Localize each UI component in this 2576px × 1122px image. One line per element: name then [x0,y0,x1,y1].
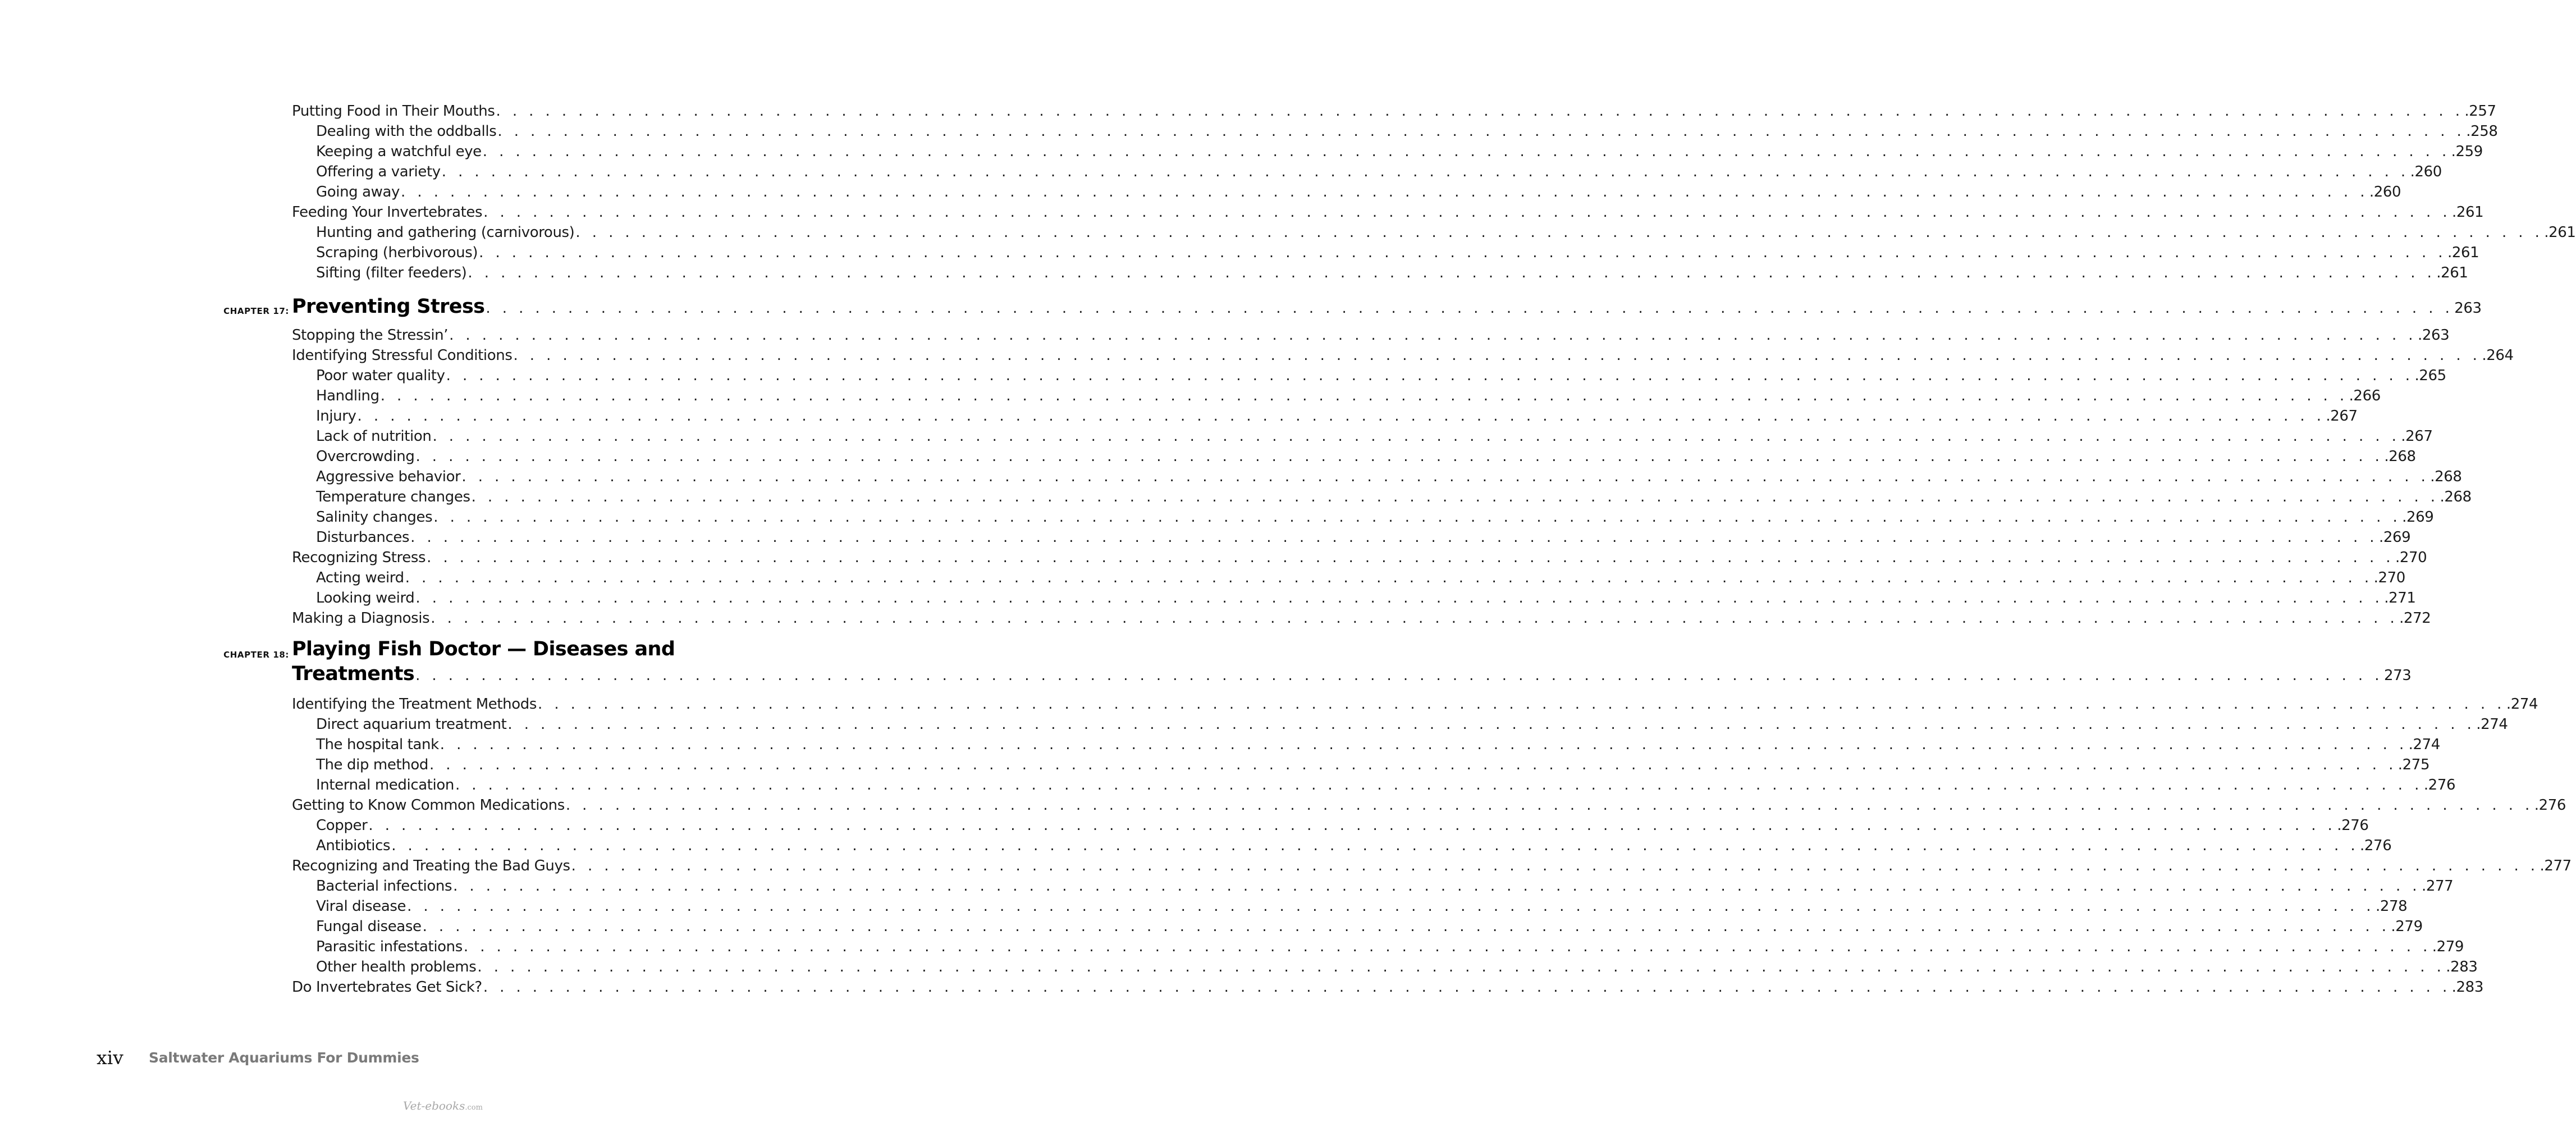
toc-subsection-entry[interactable] [316,957,2478,977]
toc-subsection-entry[interactable] [316,896,2408,916]
dot-leader: . . . . . . . . . . . . . . . . . . . . . . . . . . . . . . . . . . . . . . . . . . . . . . . . . . . . . . . . . . . . . . . . . . . . . . . . . . . . . . . . . . . . . . . . . . . . . . . . . . . . . . . . . . . . . . . . . . . . . . . . [468,264,2436,281]
page-number-ref: .274 [2506,696,2538,713]
watermark-text: Vet-ebooks [403,1099,465,1112]
dot-leader: . . . . . . . . . . . . . . . . . . . . . . . . . . . . . . . . . . . . . . . . . . . . . . . . . . . . . . . . . . . . . . . . . . . . . . . . . . . . . . . . . . . . . . . . . . . . . . . . . . . . . . . . . . . . . . . . . . . . . . . . [571,858,2539,874]
chapter-title-row[interactable] [292,293,2482,322]
entry-title: Scraping (herbivorous) [316,244,478,261]
dot-leader: . . . . . . . . . . . . . . . . . . . . . . . . . . . . . . . . . . . . . . . . . . . . . . . . . . . . . . . . . . . . . . . . . . . . . . . . . . . . . . . . . . . . . . . . . . . . . . . . . . . . . . . . . . . . . . . . . . . . . . . . [431,610,2399,627]
dot-leader: . . . . . . . . . . . . . . . . . . . . . . . . . . . . . . . . . . . . . . . . . . . . . . . . . . . . . . . . . . . . . . . . . . . . . . . . . . . . . . . . . . . . . . . . . . . . . . . . . . . . . . . . . . . . . . . . . . . . . . . . [463,938,2431,955]
entry-title: Feeding Your Invertebrates [292,204,483,221]
page-number-ref: .274 [2408,736,2440,753]
toc-subsection-entry[interactable] [316,446,2416,467]
page-number-ref: .260 [2410,163,2442,180]
toc-subsection-entry[interactable] [316,386,2381,406]
page-number-ref: 273 [2383,667,2412,684]
entry-title: Antibiotics [316,837,391,854]
entry-title: Recognizing Stress [292,549,426,566]
entry-title: Handling [316,387,379,404]
entry-title: Fungal disease [316,918,422,935]
page-number-ref: .258 [2466,123,2498,140]
page-number-ref: .271 [2384,590,2416,606]
page-number-ref: .261 [2544,224,2576,241]
toc-section-entry[interactable] [292,977,2483,997]
page-number-ref: .277 [2540,858,2572,874]
entry-title: Viral disease [316,898,406,915]
dot-leader: . . . . . . . . . . . . . . . . . . . . . . . . . . . . . . . . . . . . . . . . . . . . . . . . . . . . . . . . . . . . . . . . . . . . . . . . . . . . . . . . . . . . . . . . . . . . . . . . . . . . . . . . . . . . . . . . . . . . . . . . [565,797,2533,814]
entry-title: Getting to Know Common Medications [292,797,565,814]
dot-leader: . . . . . . . . . . . . . . . . . . . . . . . . . . . . . . . . . . . . . . . . . . . . . . . . . . . . . . . . . . . . . . . . . . . . . . . . . . . . . . . . . . . . . . . . . . . . . . . . . . . . . . . . . . . . . . . . . . . . . . . . [432,428,2400,445]
page-number-ref: .268 [2440,489,2472,505]
entry-title: Identifying Stressful Conditions [292,347,513,364]
toc-subsection-entry[interactable] [316,426,2433,446]
entry-title: Overcrowding [316,448,415,465]
toc-subsection-entry[interactable] [316,182,2401,202]
page-number-ref: .266 [2349,387,2381,404]
entry-title: Sifting (filter feeders) [316,264,467,281]
dot-leader: . . . . . . . . . . . . . . . . . . . . . . . . . . . . . . . . . . . . . . . . . . . . . . . . . . . . . . . . . . . . . . . . . . . . . . . . . . . . . . . . . . . . . . . . . . . . . . . . . . . . . . . . . . . . . . . . . . . . . . . . [507,716,2476,733]
dot-leader: . . . . . . . . . . . . . . . . . . . . . . . . . . . . . . . . . . . . . . . . . . . . . . . . . . . . . . . . . . . . . . . . . . . . . . . . . . . . . . . . . . . . . . . . . . . . . . . . . . . . . . . . . . . . . . . . . . . . . . . . [497,123,2465,140]
watermark-logo [403,1099,483,1112]
dot-leader: . . . . . . . . . . . . . . . . . . . . . . . . . . . . . . . . . . . . . . . . . . . . . . . . . . . . . . . . . . . . . . . . . . . . . . . . . . . . . . . . . . . . . . . . . . . . . . . . . . . . . . . . . . . . . . . . . . . . . . . . [449,327,2417,344]
page-number-ref: .279 [2391,918,2423,935]
entry-title: Direct aquarium treatment [316,716,507,733]
toc-section-entry[interactable] [292,694,2538,714]
page-number-ref: .275 [2397,756,2430,773]
toc-subsection-entry[interactable] [316,527,2411,548]
dot-leader: . . . . . . . . . . . . . . . . . . . . . . . . . . . . . . . . . . . . . . . . . . . . . . . . . . . . . . . . . . . . . . . . . . . . . . . . . . . . . . . . . . . . . . . . . . . . . . . . . . . . . . . . . . . . . . . . . . . . . . . . [368,817,2336,834]
entry-title: The hospital tank [316,736,439,753]
page-number-ref: .257 [2464,103,2496,120]
entry-title: Putting Food in Their Mouths [292,103,495,120]
dot-leader: . . . . . . . . . . . . . . . . . . . . . . . . . . . . . . . . . . . . . . . . . . . . . . . . . . . . . . . . . . . . . . . . . . . . . . . . . . . . . . . . . . . . . . . . . . . . . . . . . . . . . . . . . . . . . . . . . . . . . . . . [429,756,2397,773]
page-number-ref: .269 [2402,509,2434,526]
dot-leader: . . . . . . . . . . . . . . . . . . . . . . . . . . . . . . . . . . . . . . . . . . . . . . . . . . . . . . . . . . . . . . . . . . . . . . . . . . . . . . . . . . . . . . . . . . . . . . . . . . . . . . . . . . . . . . . . . . . . . . . . [441,163,2409,180]
page-number-ref: .264 [2482,347,2514,364]
toc-subsection-entry[interactable] [316,836,2392,856]
page-number-ref: .276 [2337,817,2369,834]
toc-subsection-entry[interactable] [316,467,2462,487]
page-number-ref: .259 [2451,143,2483,160]
page-number-ref: .267 [2401,428,2433,445]
chapter-title: Treatments [292,663,415,685]
dot-leader: . . . . . . . . . . . . . . . . . . . . . . . . . . . . . . . . . . . . . . . . . . . . . . . . . . . . . . . . . . . . . . . . . . . . . . . . . . . . . . . . . . . . . . . . . . . . . . . . . . . . . . . . . . . . . . . . . . . . . . . . [415,448,2383,465]
dot-leader: . . . . . . . . . . . . . . . . . . . . . . . . . . . . . . . . . . . . . . . . . . . . . . . . . . . . . . . . . . . . . . . . . . . . . . . . . . . . . . . . . . . . . . . . . . . . . . . . . . . . . . . . . . . . . . . . . . . . . . . . [415,590,2383,606]
page-number-ref: .276 [2360,837,2392,854]
entry-title: Other health problems [316,959,477,975]
entry-title: The dip method [316,756,428,773]
entry-title: Poor water quality [316,367,445,384]
chapter-title-row[interactable] [292,660,2412,689]
dot-leader: . . . . . . . . . . . . . . . . . . . . . . . . . . . . . . . . . . . . . . . . . . . . . . . . . . . . . . . . . . . . . . . . . . . . . . . . . . . . . . . . . . . . . . . . . . . . . . . . . . . . . . . . . . . . . . . . . . . . . . . . [401,184,2368,200]
dot-leader: . . . . . . . . . . . . . . . . . . . . . . . . . . . . . . . . . . . . . . . . . . . . . . . . . . . . . . . . . . . . . . . . . . . . . . . . . . . . . . . . . . . . . . . . . . . . . . . . . . . . . . . . . . . . . . . . . . . . . . . . [422,918,2390,935]
chapter-title: Preventing Stress [292,295,485,318]
entry-title: Keeping a watchful eye [316,143,482,160]
dot-leader: . . . . . . . . . . . . . . . . . . . . . . . . . . . . . . . . . . . . . . . . . . . . . . . . . . . . . . . . . . . . . . . . . . . . . . . . . . . . . . . . . . . . . . . . . . . . . . . . . . . . . . . . . . . . . . . . . . . . . . . . [410,529,2378,546]
toc-section-entry[interactable] [292,345,2514,366]
page-number-ref: .269 [2378,529,2411,546]
toc-subsection-entry[interactable] [316,243,2479,263]
toc-subsection-entry[interactable] [316,366,2446,386]
dot-leader: . . . . . . . . . . . . . . . . . . . . . . . . . . . . . . . . . . . . . . . . . . . . . . . . . . . . . . . . . . . . . . . . . . . . . . . . . . . . . . . . . . . . . . . . . . . . . . . . . . . . . . . . . . . . . . . . . . . . . . . . [479,244,2446,261]
page-number-ref: .277 [2421,878,2454,895]
entry-title: Acting weird [316,569,404,586]
entry-title: Recognizing and Treating the Bad Guys [292,858,570,874]
page-number-ref: .272 [2399,610,2431,627]
dot-leader: . . . . . . . . . . . . . . . . . . . . . . . . . . . . . . . . . . . . . . . . . . . . . . . . . . . . . . . . . . . . . . . . . . . . . . . . . . . . . . . . . . . . . . . . . . . . . . . . . . . . . . . . . . . . . . . . . . . . . . . . [461,468,2429,485]
page-number-ref: .263 [2417,327,2450,344]
entry-title: Going away [316,184,400,200]
dot-leader: . . . . . . . . . . . . . . . . . . . . . . . . . . . . . . . . . . . . . . . . . . . . . . . . . . . . . . . . . . . . . . . . . . . . . . . . . . . . . . . . . . . . . . . . . . . . . . . . . . . . . . . . . . . . . . . . . . . . . . . . [405,569,2373,586]
dot-leader: . . . . . . . . . . . . . . . . . . . . . . . . . . . . . . . . . . . . . . . . . . . . . . . . . . . . . . . . . . . . . . . . . . . . . . . . . . . . . . . . . . . . . . . . . . . . . . . . . . . . . . . . . . . . . . . . . . . . . . . . [575,224,2543,241]
dot-leader: . . . . . . . . . . . . . . . . . . . . . . . . . . . . . . . . . . . . . . . . . . . . . . . . . . . . . . . . . . . . . . . . . . . . . . . . . . . . . . . . . . . . . . . . . . . . . . . . . . . . . . . . . . . . . . . . . . . . . . . . [537,696,2505,713]
toc-subsection-entry[interactable] [316,755,2430,775]
dot-leader: . . . . . . . . . . . . . . . . . . . . . . . . . . . . . . . . . . . . . . . . . . . . . . . . . . . . . . . . . . . . . . . . . . . . . . . . . . . . . . . . . . . . . . . . . . . . . . . . . . . . . . . . . . . . . . . . . . . . . . . . [357,408,2325,425]
entry-title: Aggressive behavior [316,468,461,485]
toc-section-entry[interactable] [292,856,2572,876]
toc-subsection-entry[interactable] [316,775,2456,795]
toc-section-entry[interactable] [292,101,2496,121]
dot-leader: . . . . . . . . . . . . . . . . . . . . . . . . . . . . . . . . . . . . . . . . . . . . . . . . . . . . . . . . . . . . . . . . . . . . . . . . . . . . . . . . . . . . . . . . . . . . . . . . . . . . . . . . . . . . . . . . . . . . . . . . [433,509,2401,526]
page-number-ref: .261 [2452,204,2484,221]
page-number-ref: .265 [2414,367,2446,384]
entry-title: Temperature changes [316,489,470,505]
entry-title: Hunting and gathering (carnivorous) [316,224,575,241]
entry-title: Disturbances [316,529,410,546]
entry-title: Stopping the Stressin’ [292,327,449,344]
page-number-ref: .267 [2326,408,2358,425]
page-number-ref: .261 [2447,244,2479,261]
entry-title: Copper [316,817,368,834]
running-footer-book-title: Saltwater Aquariums For Dummies [149,1050,419,1066]
dot-leader: . . . . . . . . . . . . . . . . . . . . . . . . . . . . . . . . . . . . . . . . . . . . . . . . . . . . . . . . . . . . . . . . . . . . . . . . . . . . . . . . . . . . . . . . . . . . . . . . . . . . . . . . . . . . . . . . . . . . . . . . [453,878,2421,895]
dot-leader: . . . . . . . . . . . . . . . . . . . . . . . . . . . . . . . . . . . . . . . . . . . . . . . . . . . . . . . . . . . . . . . . . . . . . . . . . . . . . . . . . . . . . . . . . . . . . . . . . . . . . . . . . . . . . . . . . . . . . . . . [482,143,2450,160]
toc-subsection-entry[interactable] [316,406,2358,426]
chapter-title-line[interactable]: Playing Fish Doctor — Diseases and [292,638,675,660]
dot-leader: . . . . . . . . . . . . . . . . . . . . . . . . . . . . . . . . . . . . . . . . . . . . . . . . . . . . . . . . . . . . . . . . . . . . . . . . . . . . . . . . . . . . . . . . . . . . . . . . . . . . . . . . . . . . . . . . . . . . . . . . [496,103,2464,120]
toc-subsection-entry[interactable] [316,588,2416,608]
entry-title: Injury [316,408,356,425]
dot-leader: . . . . . . . . . . . . . . . . . . . . . . . . . . . . . . . . . . . . . . . . . . . . . . . . . . . . . . . . . . . . . . . . . . . . . . . . . . . . . . . . . . . . . . . . . . . . . . . . . . . . . . . . . . . . . . . . . . . . . . . . [380,387,2348,404]
page-number-ref: .270 [2373,569,2405,586]
entry-title: Bacterial infections [316,878,452,895]
page-number-ref: .283 [2446,959,2478,975]
entry-title: Offering a variety [316,163,441,180]
entry-title: Parasitic infestations [316,938,463,955]
watermark-suffix: .com [465,1103,483,1112]
toc-subsection-entry[interactable] [316,142,2483,162]
entry-title: Dealing with the oddballs [316,123,497,140]
toc-section-entry[interactable] [292,202,2484,222]
page-number-ref: .276 [2534,797,2566,814]
page-number-ref: 263 [2454,300,2482,317]
toc-subsection-entry[interactable] [316,815,2369,836]
page-number-ref: .270 [2395,549,2427,566]
toc-subsection-entry[interactable] [316,263,2468,283]
toc-subsection-entry[interactable] [316,487,2472,507]
entry-title: Identifying the Treatment Methods [292,696,537,713]
dot-leader: . . . . . . . . . . . . . . . . . . . . . . . . . . . . . . . . . . . . . . . . . . . . . . . . . . . . . . . . . . . . . . . . . . . . . . . . . . . . . . . . . . . . . . . . . . . . . . . . . . . . . . . . . . . . . . . . . . . . . . . . [486,300,2454,317]
toc-subsection-entry[interactable] [316,876,2454,896]
page-number-ref: .278 [2375,898,2408,915]
page-number-ref: .268 [2384,448,2416,465]
toc-subsection-entry[interactable] [316,222,2576,243]
dot-leader: . . . . . . . . . . . . . . . . . . . . . . . . . . . . . . . . . . . . . . . . . . . . . . . . . . . . . . . . . . . . . . . . . . . . . . . . . . . . . . . . . . . . . . . . . . . . . . . . . . . . . . . . . . . . . . . . . . . . . . . . [455,777,2423,793]
entry-title: Salinity changes [316,509,433,526]
page-number-ref: .276 [2423,777,2456,793]
page-number-ref: .274 [2476,716,2508,733]
toc-subsection-entry[interactable] [316,162,2442,182]
dot-leader: . . . . . . . . . . . . . . . . . . . . . . . . . . . . . . . . . . . . . . . . . . . . . . . . . . . . . . . . . . . . . . . . . . . . . . . . . . . . . . . . . . . . . . . . . . . . . . . . . . . . . . . . . . . . . . . . . . . . . . . . [513,347,2481,364]
toc-section-entry[interactable] [292,795,2566,815]
dot-leader: . . . . . . . . . . . . . . . . . . . . . . . . . . . . . . . . . . . . . . . . . . . . . . . . . . . . . . . . . . . . . . . . . . . . . . . . . . . . . . . . . . . . . . . . . . . . . . . . . . . . . . . . . . . . . . . . . . . . . . . . [407,898,2374,915]
dot-leader: . . . . . . . . . . . . . . . . . . . . . . . . . . . . . . . . . . . . . . . . . . . . . . . . . . . . . . . . . . . . . . . . . . . . . . . . . . . . . . . . . . . . . . . . . . . . . . . . . . . . . . . . . . . . . . . . . . . . . . . . [440,736,2408,753]
page-number-ref: .260 [2369,184,2401,200]
page-number-ref: .261 [2436,264,2468,281]
toc-subsection-entry[interactable] [316,714,2508,735]
dot-leader: . . . . . . . . . . . . . . . . . . . . . . . . . . . . . . . . . . . . . . . . . . . . . . . . . . . . . . . . . . . . . . . . . . . . . . . . . . . . . . . . . . . . . . . . . . . . . . . . . . . . . . . . . . . . . . . . . . . . . . . . [391,837,2359,854]
toc-subsection-entry[interactable] [316,937,2464,957]
toc-subsection-entry[interactable] [316,916,2423,937]
dot-leader: . . . . . . . . . . . . . . . . . . . . . . . . . . . . . . . . . . . . . . . . . . . . . . . . . . . . . . . . . . . . . . . . . . . . . . . . . . . . . . . . . . . . . . . . . . . . . . . . . . . . . . . . . . . . . . . . . . . . . . . . [483,979,2451,996]
dot-leader: . . . . . . . . . . . . . . . . . . . . . . . . . . . . . . . . . . . . . . . . . . . . . . . . . . . . . . . . . . . . . . . . . . . . . . . . . . . . . . . . . . . . . . . . . . . . . . . . . . . . . . . . . . . . . . . . . . . . . . . . [446,367,2414,384]
toc-subsection-entry[interactable] [316,735,2440,755]
entry-title: Lack of nutrition [316,428,432,445]
toc-section-entry[interactable] [292,608,2431,628]
page-number: xiv [97,1047,123,1069]
dot-leader: . . . . . . . . . . . . . . . . . . . . . . . . . . . . . . . . . . . . . . . . . . . . . . . . . . . . . . . . . . . . . . . . . . . . . . . . . . . . . . . . . . . . . . . . . . . . . . . . . . . . . . . . . . . . . . . . . . . . . . . . [471,489,2439,505]
page-number-ref: .283 [2451,979,2483,996]
page-number-ref: .279 [2432,938,2464,955]
entry-title: Internal medication [316,777,454,793]
entry-title: Making a Diagnosis [292,610,430,627]
toc-subsection-entry[interactable] [316,568,2405,588]
entry-title: Do Invertebrates Get Sick? [292,979,482,996]
dot-leader: . . . . . . . . . . . . . . . . . . . . . . . . . . . . . . . . . . . . . . . . . . . . . . . . . . . . . . . . . . . . . . . . . . . . . . . . . . . . . . . . . . . . . . . . . . . . . . . . . . . . . . . . . . . . . . . . . . . . . . . . [427,549,2394,566]
entry-title: Looking weird [316,590,415,606]
toc-section-entry[interactable] [292,548,2427,568]
chapter-label: CHAPTER 18: [223,650,289,660]
dot-leader: . . . . . . . . . . . . . . . . . . . . . . . . . . . . . . . . . . . . . . . . . . . . . . . . . . . . . . . . . . . . . . . . . . . . . . . . . . . . . . . . . . . . . . . . . . . . . . . . . . . . . . . . . . . . . . . . . . . . . . . . [483,204,2451,221]
dot-leader: . . . . . . . . . . . . . . . . . . . . . . . . . . . . . . . . . . . . . . . . . . . . . . . . . . . . . . . . . . . . . . . . . . . . . . . . . . . . . . . . . . . . . . . . . . . . . . . . . . . . . . . . . . . . . . . . . . . . . . . . [477,959,2445,975]
toc-subsection-entry[interactable] [316,121,2498,142]
toc-subsection-entry[interactable] [316,507,2434,527]
dot-leader: . . . . . . . . . . . . . . . . . . . . . . . . . . . . . . . . . . . . . . . . . . . . . . . . . . . . . . . . . . . . . . . . . . . . . . . . . . . . . . . . . . . . . . . . . . . . . . . . . . . . . . . . . . . . . . . . . . . . . . . . [415,667,2383,684]
chapter-label: CHAPTER 17: [223,306,289,316]
toc-section-entry[interactable] [292,325,2450,345]
page-number-ref: .268 [2430,468,2462,485]
